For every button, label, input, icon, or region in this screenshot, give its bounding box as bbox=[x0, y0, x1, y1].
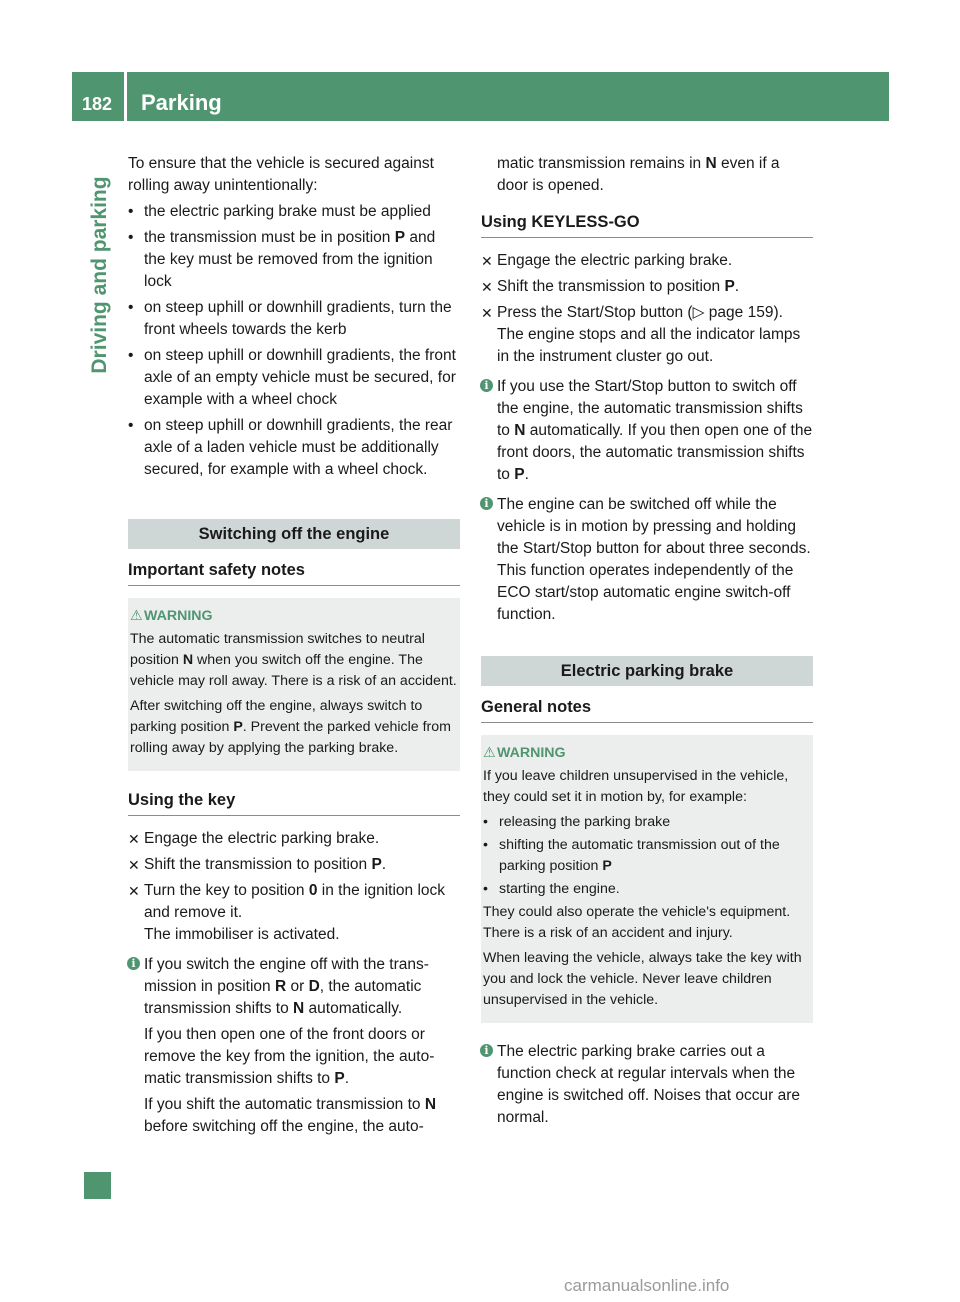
bullet-icon: • bbox=[483, 881, 488, 897]
warning-title: ⚠ WARNING bbox=[483, 743, 811, 764]
warning-text: The automatic transmission switches to neutral position N when you switch off the engine. The vehicle may roll away. There is a risk of an accident. bbox=[130, 631, 457, 689]
list-item: • shifting the automatic transmission out of the parking position P bbox=[483, 837, 780, 874]
warning-box bbox=[128, 598, 460, 771]
list-item: • the electric parking brake must be applied bbox=[128, 201, 460, 223]
info-icon: i bbox=[127, 957, 140, 970]
step-arrow-icon: ✕ bbox=[481, 253, 493, 269]
step-item: ✕ Press the Start/Stop button (▷ page 159). The engine stops and all the indicator lamps in the instrument cluster go out. bbox=[481, 304, 801, 365]
step-item: ✕ Engage the electric parking brake. bbox=[128, 828, 460, 850]
step-item: ✕ Shift the transmission to position P. bbox=[128, 854, 460, 876]
section-heading-electric-parking-brake: Electric parking brake bbox=[481, 656, 813, 686]
chapter-label: Driving and parking bbox=[88, 176, 111, 374]
step-arrow-icon: ✕ bbox=[481, 279, 493, 295]
list-item: • on steep uphill or downhill gradients, the front axle of an empty vehicle must be secured, for example with a wheel chock bbox=[128, 347, 456, 408]
intro-text: To ensure that the vehicle is secured against rolling away unintentionally: bbox=[128, 155, 434, 194]
warning-icon: ⚠ bbox=[130, 608, 143, 624]
bullet-icon: • bbox=[483, 837, 488, 853]
info-note: i The engine can be switched off while the vehicle is in motion by pressing and holding the Start/Stop button for about three seconds. This function operates independently of the ECO start/stop automatic engine switch-off function. bbox=[481, 494, 813, 626]
subheading-safety-notes: Important safety notes bbox=[128, 559, 460, 586]
warning-box: ⚠ WARNING If you leave children unsupervised in the vehicle, they could set it in motion by, for example: • releasing the parking brake • shifting the automatic transmission out of the parking position P • starting the engine. They could also operate the vehicle's equipment. There is a risk of an accident and injury. When leaving the vehicle, always take the key with you and lock the vehicle. Never leave children unsupervised in the vehicle. bbox=[481, 735, 813, 1023]
subheading-keyless-go: Using KEYLESS-GO bbox=[481, 211, 813, 238]
bullet-icon: • bbox=[128, 229, 134, 246]
section-heading-switching-off: Switching off the engine bbox=[128, 519, 460, 549]
info-icon: i bbox=[480, 379, 493, 392]
info-note: i If you use the Start/Stop button to switch off the engine, the automatic transmission shifts to N automatically. If you then open one of the front doors, the automatic transmission shifts to P. bbox=[481, 376, 813, 486]
bullet-icon: • bbox=[483, 814, 488, 830]
chapter-tab bbox=[80, 160, 120, 400]
subheading-general-notes: General notes bbox=[481, 696, 813, 723]
warning-text: After switching off the engine, always switch to parking position P. Prevent the parked vehicle from rolling away by applying the parking brake. bbox=[130, 698, 451, 756]
left-column bbox=[128, 153, 460, 1146]
header-divider bbox=[124, 72, 127, 121]
right-column bbox=[481, 153, 813, 1137]
section-title: Parking bbox=[141, 90, 222, 115]
bullet-icon: • bbox=[128, 417, 134, 434]
step-arrow-icon: ✕ bbox=[128, 857, 140, 873]
warning-title: ⚠ WARNING bbox=[130, 606, 458, 627]
info-note: i If you switch the engine off with the transmission in position R or D, the automatic transmission shifts to N automatically. If you then open one of the front doors or remove the key from the ignition, the automatic transmission shifts to P. If you shift the automatic transmission to N before switching off the engine, the auto- bbox=[128, 954, 460, 1138]
continued-text: matic transmission remains in N even if a door is opened. bbox=[497, 155, 780, 194]
info-note: i The electric parking brake carries out a function check at regular intervals when the engine is switched off. Noises that occur are normal. bbox=[481, 1041, 813, 1129]
list-item: • on steep uphill or downhill gradients, turn the front wheels towards the kerb bbox=[128, 299, 452, 338]
step-item: ✕ Engage the electric parking brake. bbox=[481, 250, 813, 272]
warning-icon: ⚠ bbox=[483, 745, 496, 761]
watermark: carmanualsonline.info bbox=[564, 1276, 730, 1295]
list-item: • the transmission must be in position P and the key must be removed from the ignition lock bbox=[128, 229, 436, 290]
step-arrow-icon: ✕ bbox=[128, 831, 140, 847]
list-item: • on steep uphill or downhill gradients, the rear axle of a laden vehicle must be additionally secured, for example with a wheel chock. bbox=[128, 417, 453, 478]
bullet-icon: • bbox=[128, 347, 134, 364]
page-ref-arrow-icon: ▷ bbox=[692, 304, 705, 321]
info-icon: i bbox=[480, 1044, 493, 1057]
step-arrow-icon: ✕ bbox=[481, 305, 493, 321]
step-item: ✕ Turn the key to position 0 in the ignition lock and remove it. The immobiliser is activated. bbox=[128, 882, 446, 943]
subheading-using-key: Using the key bbox=[128, 789, 460, 816]
list-item: • starting the engine. bbox=[483, 879, 811, 900]
bullet-icon: • bbox=[128, 203, 134, 220]
bullet-icon: • bbox=[128, 299, 134, 316]
step-item: ✕ Shift the transmission to position P. bbox=[481, 276, 813, 298]
info-icon: i bbox=[480, 497, 493, 510]
list-item: • releasing the parking brake bbox=[483, 812, 811, 833]
page-number: 182 bbox=[82, 94, 113, 114]
chapter-square bbox=[84, 1172, 111, 1199]
step-arrow-icon: ✕ bbox=[128, 883, 140, 899]
